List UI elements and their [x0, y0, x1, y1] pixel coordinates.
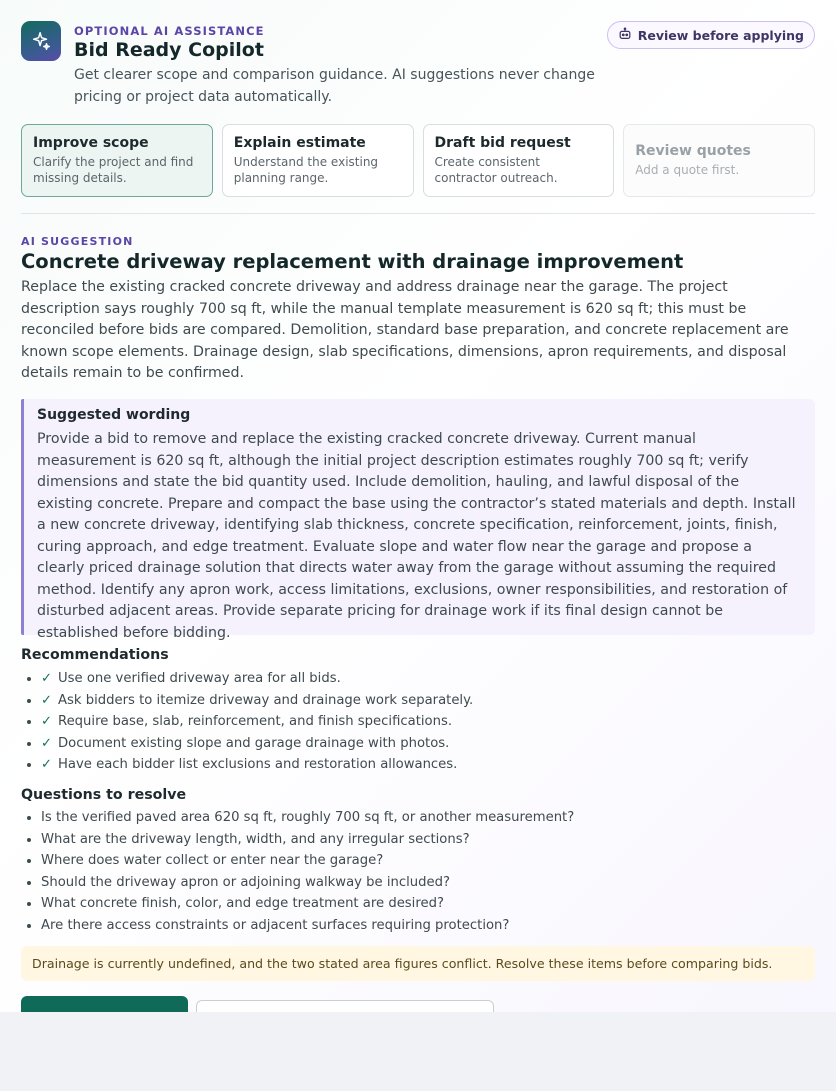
list-item: • What are the driveway length, width, and any irregular sections?: [41, 829, 574, 851]
check-icon: ✓: [41, 714, 53, 729]
list-item: • ✓ Require base, slab, reinforcement, and finish specifications.: [41, 711, 473, 733]
tab-draft-bid-request[interactable]: [423, 124, 615, 197]
assist-mode-tabs: [21, 124, 815, 197]
tab-title: Draft bid request: [434, 135, 571, 151]
recommendations-list: [21, 668, 473, 776]
recommendations-heading: Recommendations: [21, 647, 169, 663]
suggestion-body: Replace the existing cracked concrete driveway and address drainage near the garage. The project description says roughly 700 sq ft, while the manual template measurement is 620 sq ft; this must be reconciled before bids are compared. Demolition, standard base preparation, and concrete replacement are known scope elements. Drainage design, slab specifications, dimensions, apron requirements, and disposal details remain to be confirmed.: [21, 279, 789, 381]
eyebrow-label: OPTIONAL AI ASSISTANCE: [74, 24, 265, 38]
suggested-wording-text: Provide a bid to remove and replace the existing cracked concrete driveway. Current manual measurement is 620 sq ft, although the initial project description estimates roughly 700 sq ft; verify dimensions and state the bid quantity used. Include demolition, hauling, and lawful disposal of the existing concrete. Prepare and compact the base using the contractor’s stated materials and depth. Install a new concrete driveway, identifying slab thickness, concrete specification, reinforcement, joints, finish, curing approach, and edge treatment. Evaluate slope and water flow near the garage and propose a clearly priced drainage solution that directs water away from the garage without assuming the required method. Identify any apron work, access limitations, exclusions, owner responsibilities, and restoration of disturbed adjacent areas. Provide separate pricing for drainage work if its final design cannot be established before bidding.: [37, 431, 796, 641]
questions-list: [21, 807, 574, 936]
tab-title: Explain estimate: [233, 135, 366, 151]
list-item: • Should the driveway apron or adjoining walkway be included?: [41, 872, 574, 894]
questions-heading: Questions to resolve: [21, 787, 187, 803]
list-item: • ✓ Document existing slope and garage drainage with photos.: [41, 733, 473, 755]
list-item: • What concrete finish, color, and edge treatment are desired?: [41, 893, 574, 915]
tab-explain-estimate[interactable]: [222, 124, 414, 197]
list-item: • ✓ Use one verified driveway area for all bids.: [41, 668, 473, 690]
warning-banner: Drainage is currently undefined, and the two stated area figures conflict. Resolve these items before comparing bids.: [21, 946, 815, 981]
check-icon: ✓: [41, 735, 53, 751]
tab-description: Create consistent contractor outreach.: [434, 155, 558, 185]
bot-icon: [618, 27, 632, 44]
secondary-action-button[interactable]: [196, 1000, 494, 1012]
tab-description: Add a quote first.: [635, 163, 740, 177]
page-subtitle: Get clearer scope and comparison guidance. AI suggestions never change pricing or project data automatically.: [74, 67, 595, 105]
suggestion-title: Concrete driveway replacement with drainage improvement: [21, 250, 684, 273]
tab-improve-scope[interactable]: [21, 124, 213, 197]
divider: [21, 213, 815, 214]
tab-review-quotes: [623, 124, 815, 197]
check-icon: ✓: [41, 692, 53, 708]
suggested-wording-box: [21, 399, 815, 641]
list-item: • ✓ Ask bidders to itemize driveway and drainage work separately.: [41, 690, 473, 712]
list-item: • Where does water collect or enter near the garage?: [41, 850, 574, 872]
list-item: • Is the verified paved area 620 sq ft, roughly 700 sq ft, or another measurement?: [41, 807, 574, 829]
primary-action-button[interactable]: [21, 996, 188, 1012]
tab-title: Review quotes: [635, 143, 751, 159]
list-item: • ✓ Have each bidder list exclusions and restoration allowances.: [41, 754, 473, 776]
suggested-wording-title: Suggested wording: [37, 407, 191, 423]
ai-suggestion-label: AI SUGGESTION: [21, 235, 134, 248]
sparkles-icon: [21, 21, 61, 61]
check-icon: ✓: [41, 757, 53, 772]
tab-description: Clarify the project and find missing details.: [33, 155, 194, 185]
review-pill-label: Review before applying: [637, 27, 804, 43]
tab-description: Understand the existing planning range.: [233, 155, 379, 185]
tab-title: Improve scope: [33, 135, 149, 151]
review-before-applying-badge: [607, 21, 815, 49]
check-icon: ✓: [41, 671, 53, 686]
page-title: Bid Ready Copilot: [74, 39, 264, 61]
list-item: • Are there access constraints or adjacent surfaces requiring protection?: [41, 915, 574, 937]
